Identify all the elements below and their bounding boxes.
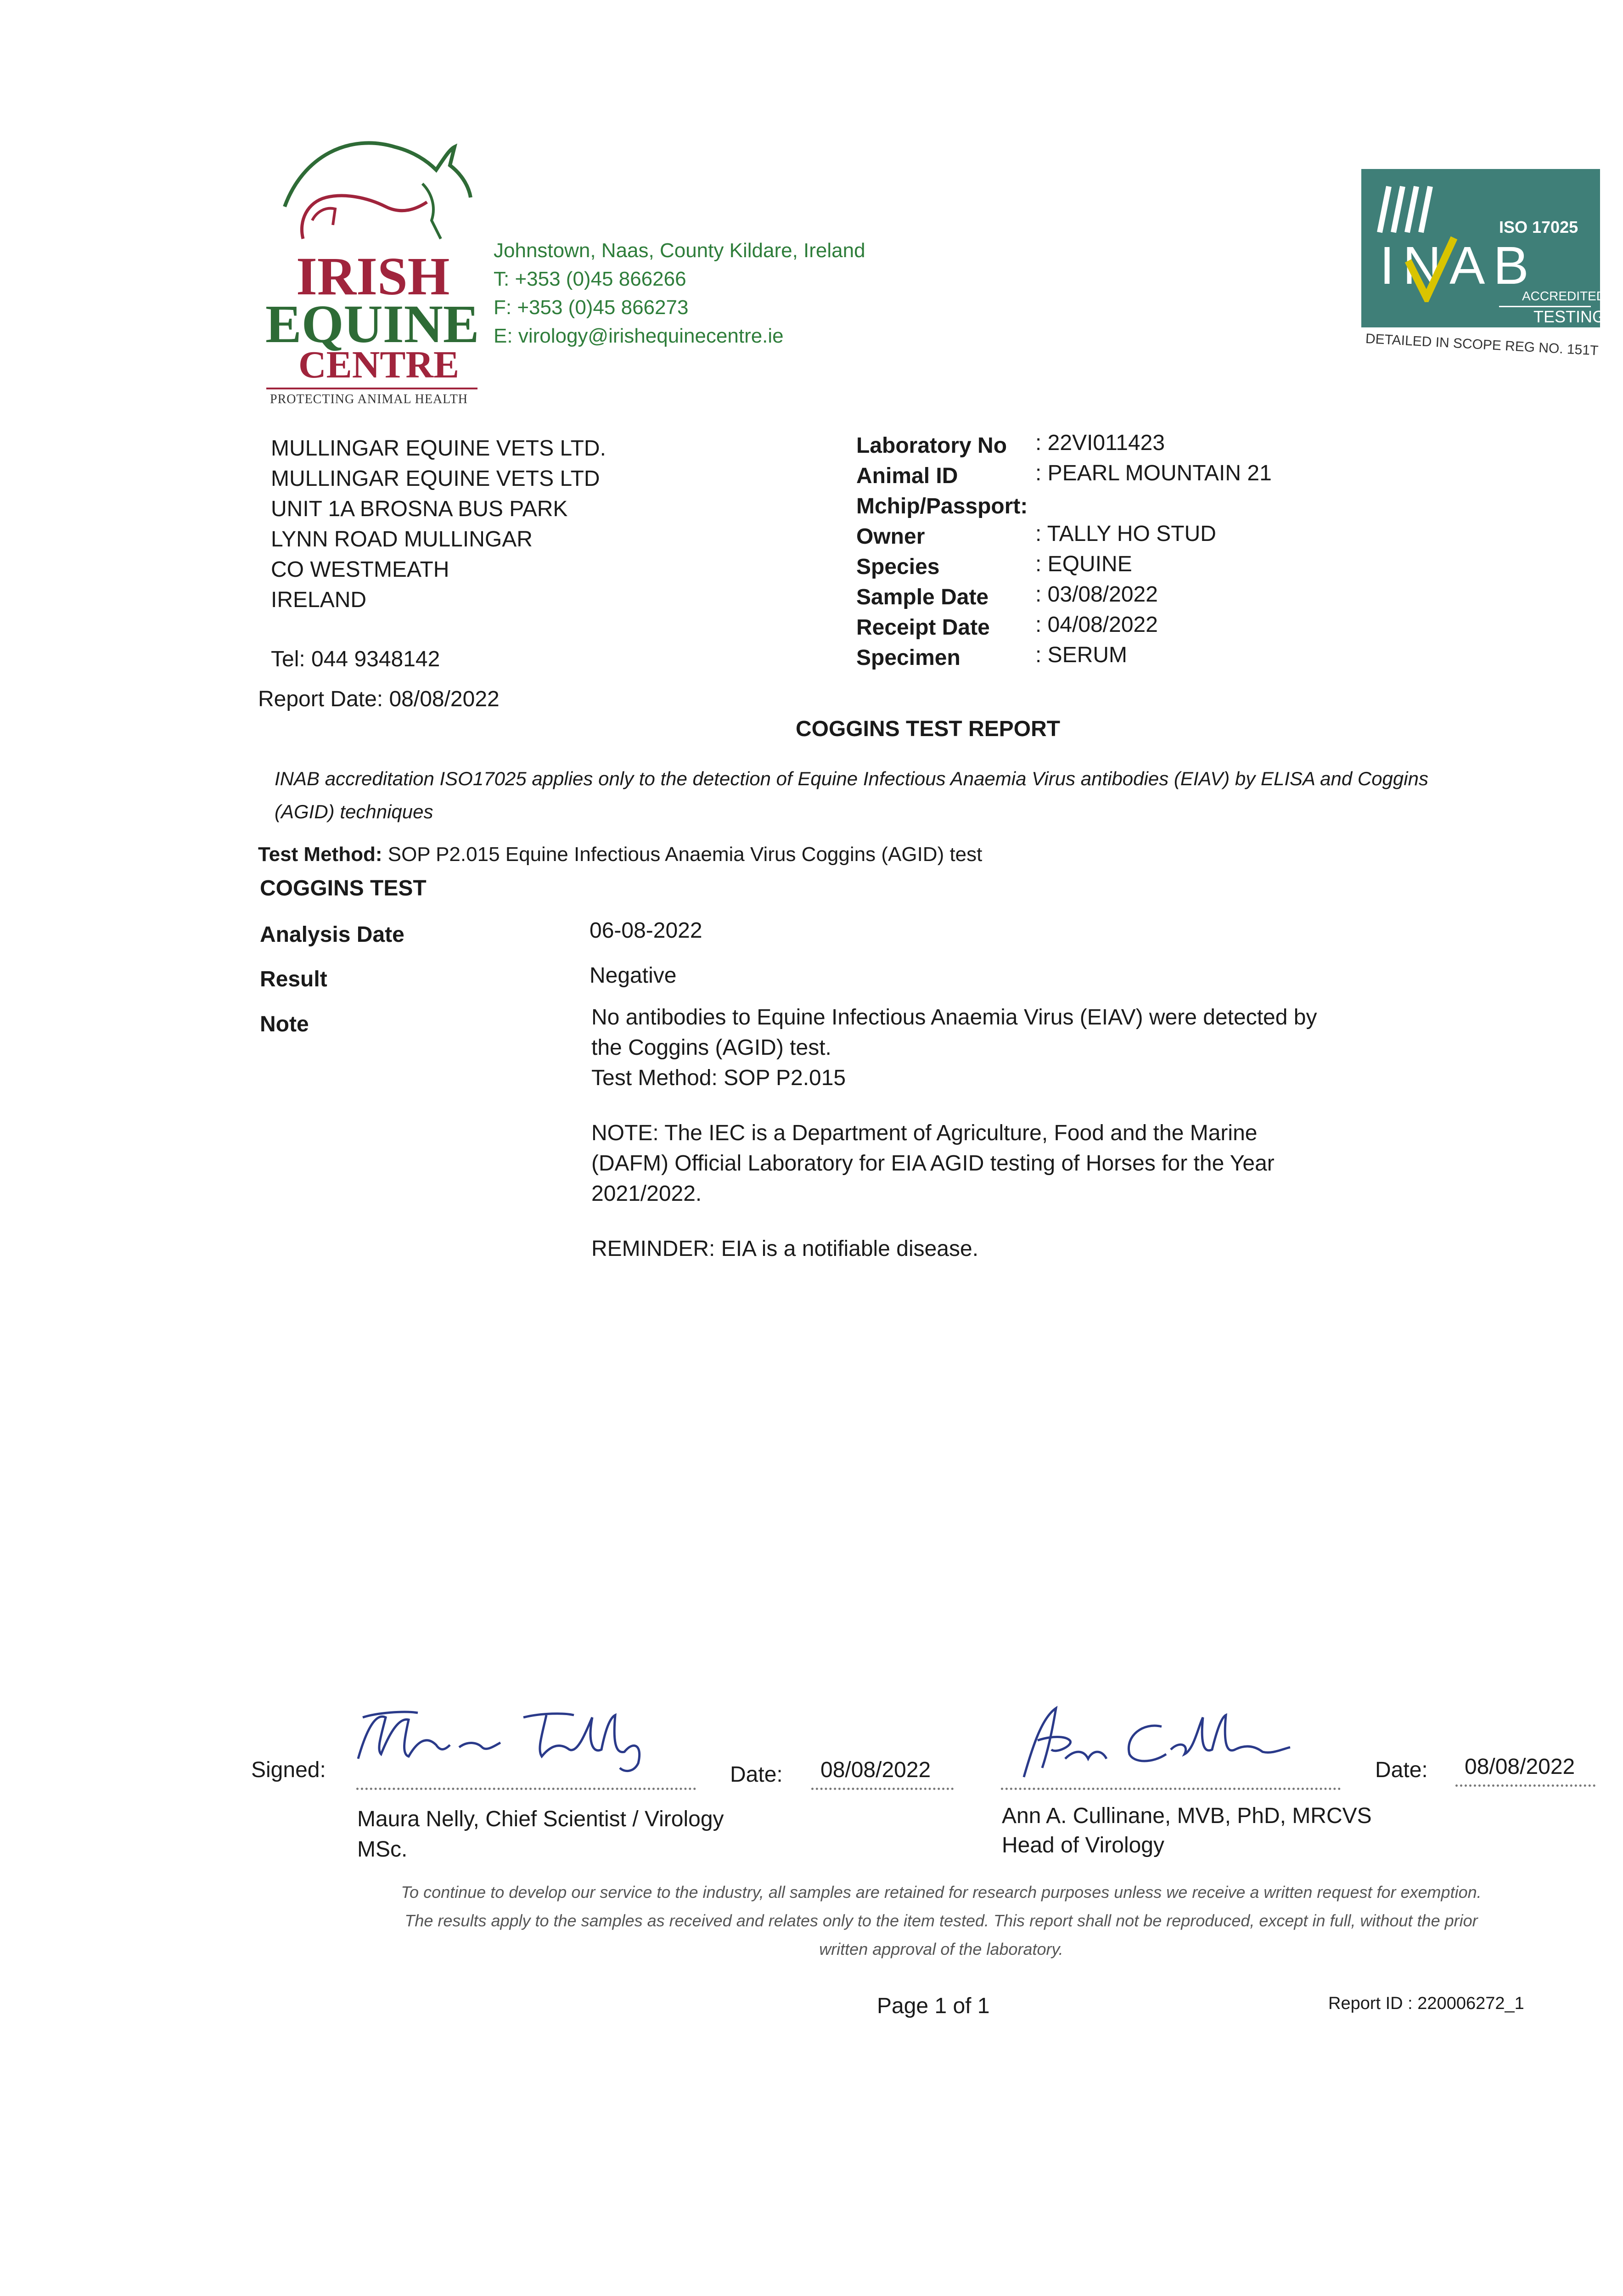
inab-check-icon <box>1404 233 1459 302</box>
logo <box>257 129 477 413</box>
date-2-value: 08/08/2022 <box>1465 1755 1575 1779</box>
signature-2-line <box>1001 1788 1341 1790</box>
recipient-address <box>271 433 684 615</box>
recipient-line: LYNN ROAD MULLINGAR <box>271 527 533 551</box>
sample-label: Mchip/Passport: <box>856 494 1028 518</box>
logo-line-equine: EQUINE <box>265 294 479 354</box>
recipient-tel: Tel: 044 9348142 <box>271 647 440 671</box>
signed-label: Signed: <box>251 1758 326 1782</box>
disclaimer-line: To continue to develop our service to the industry, all samples are retained for research purposes unless we receive a written request for exemption. <box>401 1883 1482 1902</box>
signatory-1-qualification: MSc. <box>357 1837 408 1862</box>
signatory-2-name: Ann A. Cullinane, MVB, PhD, MRCVS <box>1002 1804 1372 1828</box>
disclaimer <box>321 1878 1561 1964</box>
analysis-date-label: Analysis Date <box>260 923 404 947</box>
inab-accredited: ACCREDITED <box>1522 289 1606 303</box>
contact-fax: F: +353 (0)45 866273 <box>494 296 689 319</box>
sample-label: Sample Date <box>856 585 989 609</box>
test-method-label: Test Method: <box>258 843 382 866</box>
accreditation-note: INAB accreditation ISO17025 applies only to the detection of Equine Infectious Anaemia Virus antibodies (EIAV) by ELISA and Coggins (AGID) techniques <box>275 768 1428 822</box>
result-value: Negative <box>590 963 677 988</box>
note-label: Note <box>260 1012 309 1036</box>
report-id: Report ID : 220006272_1 <box>1328 1994 1524 2013</box>
contact-phone: T: +353 (0)45 866266 <box>494 268 686 290</box>
recipient-line: CO WESTMEATH <box>271 557 449 582</box>
date-1-value: 08/08/2022 <box>820 1758 931 1782</box>
note-line: NOTE: The IEC is a Department of Agriculture, Food and the Marine <box>591 1121 1258 1145</box>
test-method-value: SOP P2.015 Equine Infectious Anaemia Virus Coggins (AGID) test <box>387 843 983 866</box>
note-line: 2021/2022. <box>591 1182 702 1206</box>
date-2-label: Date: <box>1375 1758 1428 1782</box>
note-line: No antibodies to Equine Infectious Anaemia Virus (EIAV) were detected by <box>591 1005 1317 1030</box>
report-title: COGGINS TEST REPORT <box>796 717 1061 741</box>
horse-logo-icon <box>275 129 477 248</box>
logo-tagline: PROTECTING ANIMAL HEALTH <box>270 392 468 406</box>
sample-label: Laboratory No <box>856 433 1007 458</box>
report-date: Report Date: 08/08/2022 <box>258 687 500 711</box>
inab-testing: TESTING <box>1533 307 1606 326</box>
inab-stripes-icon <box>1375 182 1467 237</box>
inab-brand: INAB <box>1380 236 1537 295</box>
sample-value <box>1035 489 1449 519</box>
result-label: Result <box>260 967 327 991</box>
note-reminder: REMINDER: EIA is a notifiable disease. <box>591 1237 979 1261</box>
note-line: (DAFM) Official Laboratory for EIA AGID testing of Horses for the Year <box>591 1151 1275 1176</box>
note-body <box>591 1002 1418 1264</box>
contact-address: Johnstown, Naas, County Kildare, Ireland <box>494 239 865 262</box>
sample-value: : TALLY HO STUD <box>1035 522 1216 546</box>
sample-value: : 22VI011423 <box>1035 431 1165 455</box>
logo-line-centre: CENTRE <box>298 343 460 386</box>
logo-divider <box>266 388 477 389</box>
analysis-date-value: 06-08-2022 <box>590 918 702 943</box>
note-line: the Coggins (AGID) test. <box>591 1035 831 1060</box>
disclaimer-line: The results apply to the samples as received and relates only to the item tested. This report shall not be reproduced, except in full, without the prior <box>404 1911 1478 1930</box>
signature-2 <box>996 1699 1318 1782</box>
disclaimer-line: written approval of the laboratory. <box>819 1940 1063 1958</box>
contact-block <box>494 236 907 350</box>
sample-label: Animal ID <box>856 464 958 488</box>
test-method <box>258 840 982 869</box>
recipient-line: MULLINGAR EQUINE VETS LTD <box>271 467 600 491</box>
sample-label: Receipt Date <box>856 615 990 640</box>
inab-iso: ISO 17025 <box>1499 218 1578 236</box>
signatory-2-title: Head of Virology <box>1002 1833 1164 1857</box>
inab-scope: DETAILED IN SCOPE REG NO. 151T <box>1365 331 1599 359</box>
sample-info-labels <box>856 431 1031 673</box>
date-2-line <box>1455 1784 1595 1787</box>
note-line: Test Method: SOP P2.015 <box>591 1066 846 1090</box>
sample-value: : 03/08/2022 <box>1035 582 1158 607</box>
logo-line-irish: IRISH <box>296 246 450 306</box>
section-title: COGGINS TEST <box>260 876 427 900</box>
sample-value: : PEARL MOUNTAIN 21 <box>1035 461 1272 485</box>
sample-info-values <box>1035 428 1449 670</box>
date-1-label: Date: <box>730 1762 783 1787</box>
sample-value: : EQUINE <box>1035 552 1132 576</box>
signature-1 <box>349 1699 670 1777</box>
contact-email[interactable]: E: virology@irishequinecentre.ie <box>494 325 784 347</box>
recipient-line: IRELAND <box>271 588 367 612</box>
sample-label: Owner <box>856 524 925 549</box>
sample-label: Species <box>856 555 940 579</box>
signature-1-line <box>356 1788 696 1790</box>
recipient-line: UNIT 1A BROSNA BUS PARK <box>271 497 568 521</box>
sample-label: Specimen <box>856 646 960 670</box>
recipient-line: MULLINGAR EQUINE VETS LTD. <box>271 436 606 461</box>
sample-value: : 04/08/2022 <box>1035 613 1158 637</box>
signatory-1-name: Maura Nelly, Chief Scientist / Virology <box>357 1807 724 1831</box>
date-1-line <box>811 1788 954 1790</box>
sample-value: : SERUM <box>1035 643 1128 667</box>
page-number: Page 1 of 1 <box>877 1994 990 2018</box>
inab-badge <box>1361 169 1606 359</box>
